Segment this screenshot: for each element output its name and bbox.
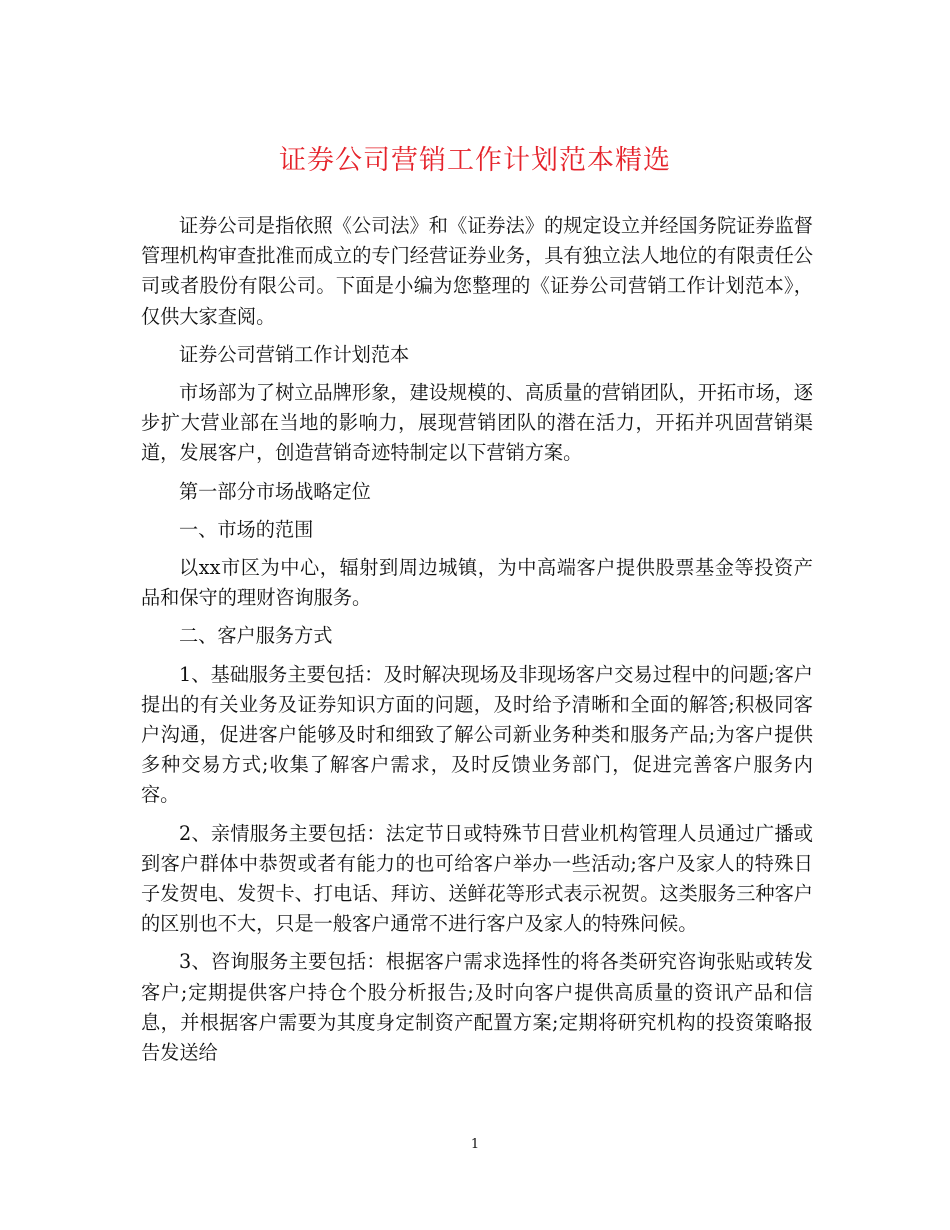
section-heading-part-one: 第一部分市场战略定位 <box>179 479 371 503</box>
section-heading-service-mode: 二、客户服务方式 <box>179 624 333 648</box>
paragraph-subtitle: 证券公司营销工作计划范本 <box>179 342 410 366</box>
paragraph-market-dept: 市场部为了树立品牌形象，建设规模的、高质量的营销团队，开拓市场，逐步扩大营业部在当地的影响力，展现营销团队的潜在活力，开拓并巩固营销渠道，发展客户，创造营销奇迹特制定以下营销方案。 <box>141 381 813 465</box>
section-heading-market-scope: 一、市场的范围 <box>179 517 314 541</box>
paragraph-basic-service: 1、基础服务主要包括：及时解决现场及非现场客户交易过程中的问题;客户提出的有关业务及证券知识方面的问题，及时给予清晰和全面的解答;积极同客户沟通，促进客户能够及时和细致了解公司新业务种类和服务产品;为客户提供多种交易方式;收集了解客户需求，及时反馈业务部门，促进完善客户服务内容。 <box>141 662 813 807</box>
document-body <box>141 211 813 1076</box>
document-title: 证券公司营销工作计划范本精选 <box>279 145 671 176</box>
paragraph-intro: 证券公司是指依照《公司法》和《证券法》的规定设立并经国务院证券监督管理机构审查批准而成立的专门经营证券业务，具有独立法人地位的有限责任公司或者股份有限公司。下面是小编为您整理的《证券公司营销工作计划范本》，仅供大家查阅。 <box>141 214 813 328</box>
page-number: 1 <box>470 1137 480 1152</box>
paragraph-market-scope: 以xx市区为中心，辐射到周边城镇，为中高端客户提供股票基金等投资产品和保守的理财咨询服务。 <box>141 556 813 610</box>
paragraph-consulting-service: 3、咨询服务主要包括：根据客户需求选择性的将各类研究咨询张贴或转发客户;定期提供客户持仓个股分析报告;及时向客户提供高质量的资讯产品和信息，并根据客户需要为其度身定制资产配置方案;定期将研究机构的投资策略报告发送给 <box>141 950 813 1065</box>
paragraph-family-service: 2、亲情服务主要包括：法定节日或特殊节日营业机构管理人员通过广播或到客户群体中恭贺或者有能力的也可给客户举办一些活动;客户及家人的特殊日子发贺电、发贺卡、打电话、拜访、送鲜花等形式表示祝贺。这类服务三种客户的区别也不大，只是一般客户通常不进行客户及家人的特殊问候。 <box>141 821 813 936</box>
